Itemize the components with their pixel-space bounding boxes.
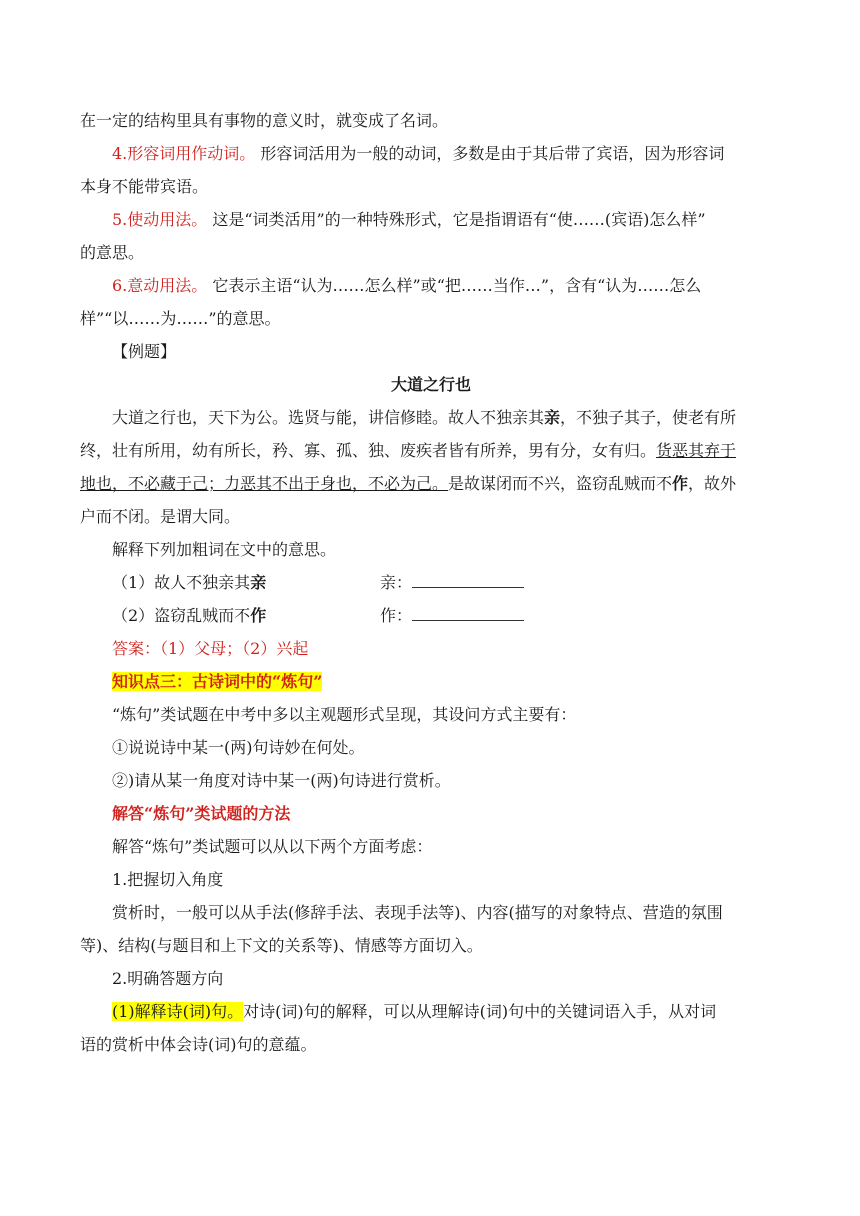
underlined-text: 地也，不必藏于己；力恶其不出于身也，不必为己。: [80, 474, 449, 493]
document-page: [80, 104, 782, 1061]
knowledge-point-3-heading: 知识点三：古诗词中的“炼句”: [112, 672, 323, 691]
example-label: 【例题】: [112, 342, 177, 361]
step-2-title: 2.明确答题方向: [112, 969, 224, 988]
passage-line3: [80, 467, 782, 500]
item-5-line2: 的意思。: [80, 243, 145, 262]
question-1: [112, 566, 266, 599]
passage-text: 大道之行也，天下为公。选贤与能，讲信修睦。故人不独亲其: [112, 408, 545, 427]
item-5-line1: [80, 203, 782, 236]
method-heading: 解答“炼句”类试题的方法: [112, 804, 291, 823]
passage-text: 终，壮有所用，幼有所长，矜、寡、孤、独、废疾者皆有所养，男有分，女有归。: [80, 441, 657, 460]
question-prompt: 解释下列加粗词在文中的意思。: [112, 540, 337, 559]
passage-text: 是故谋闭而不兴，盗窃乱贼而不: [448, 474, 673, 493]
kp3-question-type-1: ①说说诗中某一(两)句诗妙在何处。: [112, 738, 365, 757]
item-5-text: 这是“词类活用”的一种特殊形式，它是指谓语有“使……(宾语)怎么样”: [207, 210, 706, 229]
passage-line4: 户而不闭。是谓大同。: [80, 507, 241, 526]
bold-word: 亲: [250, 573, 267, 592]
question-2: [112, 599, 266, 632]
item-6-text: 它表示主语“认为……怎么样”或“把……当作…”，含有“认为……怎么: [207, 276, 702, 295]
step-1-title: 1.把握切入角度: [112, 870, 224, 889]
item-6-line1: [80, 269, 782, 302]
item-4-line2: 本身不能带宾语。: [80, 177, 209, 196]
answer-text: 答案：（1）父母；（2）兴起: [112, 639, 309, 658]
passage-text: ，故外: [688, 474, 737, 493]
highlighted-text: (1)解释诗(词)句。: [112, 1002, 244, 1021]
passage-line2: [80, 434, 782, 467]
item-4-title: 4.形容词用作动词。: [112, 144, 256, 163]
paragraph-continuation: 在一定的结构里具有事物的意义时，就变成了名词。: [80, 111, 449, 130]
step-2-text-line1: [80, 995, 782, 1028]
bold-word-qin: 亲: [544, 408, 561, 427]
knowledge-point-3-heading-line: [80, 665, 782, 698]
question-text: （2）盗窃乱贼而不: [112, 606, 251, 625]
kp3-intro: “炼句”类试题在中考中多以主观题形式呈现，其设问方式主要有：: [112, 705, 577, 724]
step-2-text: 对诗(词)句的解释，可以从理解诗(词)句中的关键词语入手，从对词: [243, 1002, 717, 1021]
passage-line1: [80, 401, 782, 434]
passage-text: ，不独子其子，使老有所: [560, 408, 737, 427]
question-row-2: [80, 599, 782, 632]
item-5-title: 5.使动用法。: [112, 210, 208, 229]
kp3-question-type-2: ②)请从某一角度对诗中某一(两)句诗进行赏析。: [112, 771, 451, 790]
answer-blank-2[interactable]: [380, 599, 524, 632]
fill-blank[interactable]: [412, 573, 524, 588]
blank-label: 亲：: [380, 573, 413, 592]
fill-blank[interactable]: [412, 606, 524, 621]
bold-word: 作: [250, 606, 267, 625]
answer-blank-1[interactable]: [380, 566, 524, 599]
item-6-line2: 样”“以……为……”的意思。: [80, 309, 281, 328]
question-text: （1）故人不独亲其: [112, 573, 251, 592]
underlined-text: 货恶其弃于: [656, 441, 737, 460]
step-2-text-line2: 语的赏析中体会诗(词)句的意蕴。: [80, 1035, 317, 1054]
method-intro: 解答“炼句”类试题可以从以下两个方面考虑：: [112, 837, 433, 856]
item-4-line1: [80, 137, 782, 170]
step-1-text-line2: 等)、结构(与题目和上下文的关系等)、情感等方面切入。: [80, 936, 483, 955]
item-6-title: 6.意动用法。: [112, 276, 208, 295]
question-row-1: [80, 566, 782, 599]
step-1-text-line1: 赏析时，一般可以从手法(修辞手法、表现手法等)、内容(描写的对象特点、营造的氛围: [112, 903, 723, 922]
blank-label: 作：: [380, 606, 413, 625]
item-4-text: 形容词活用为一般的动词，多数是由于其后带了宾语，因为形容词: [255, 144, 725, 163]
bold-word-zuo: 作: [672, 474, 689, 493]
passage-title: 大道之行也: [390, 375, 471, 394]
